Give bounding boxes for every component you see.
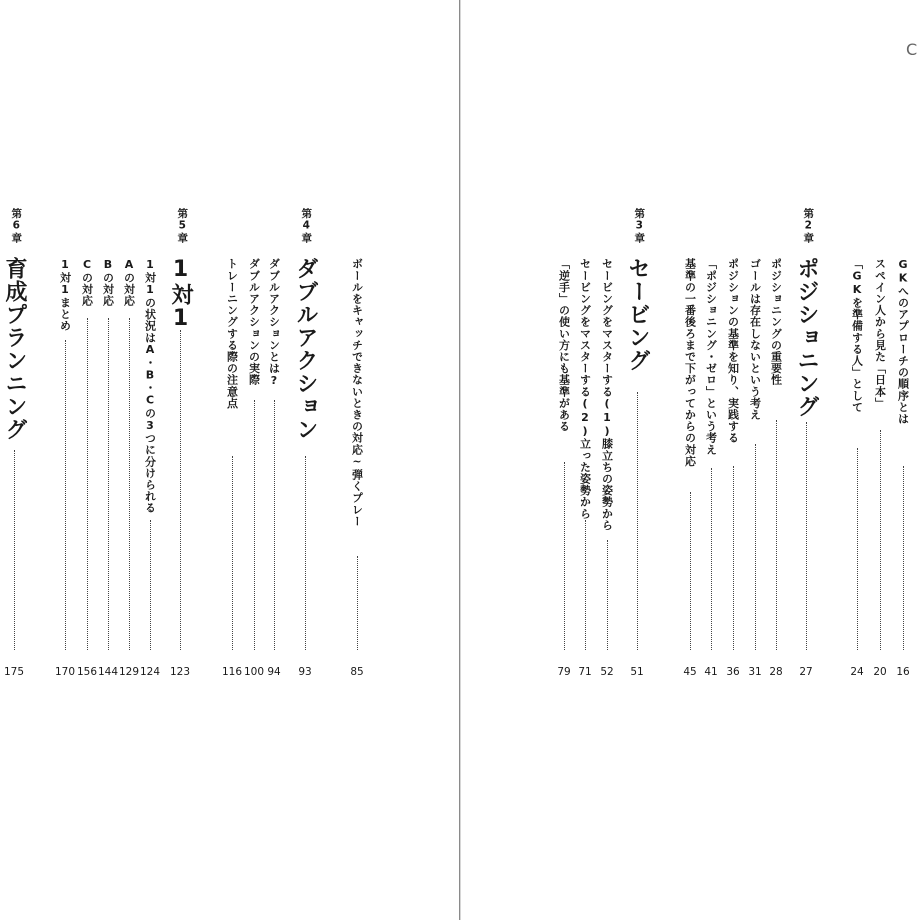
page-number: 85 <box>350 666 364 678</box>
leader-dots <box>755 444 756 650</box>
leader-dots <box>903 466 904 650</box>
page-number: 79 <box>557 666 571 678</box>
toc-left-page <box>0 0 459 920</box>
page-number: 94 <box>267 666 281 678</box>
chapter-6-title-text: 育成プランニング <box>2 257 27 441</box>
leader-dots <box>129 318 130 650</box>
page-number: 36 <box>726 666 740 678</box>
chapter-6-label: 第6章 <box>10 208 23 244</box>
chapter-5-title-text: 1対1 <box>168 257 193 332</box>
toc-item-text: Aの対応 <box>122 258 136 307</box>
page-number: 51 <box>630 666 644 678</box>
toc-item[interactable] <box>136 0 164 920</box>
chapter-3-title-text: セービング <box>625 257 650 372</box>
toc-item[interactable] <box>343 0 371 920</box>
page-number: 116 <box>221 666 243 678</box>
toc-item-text: ポジショニングの重要性 <box>769 258 783 386</box>
toc-item-text: GKへのアプローチの順序とは <box>896 258 910 425</box>
page-number: 93 <box>298 666 312 678</box>
leader-dots <box>585 520 586 650</box>
leader-dots <box>180 330 181 650</box>
leader-dots <box>150 520 151 650</box>
leader-dots <box>65 340 66 650</box>
page-number: 20 <box>873 666 887 678</box>
toc-chapter-4-title[interactable] <box>291 0 319 920</box>
toc-item[interactable] <box>260 0 288 920</box>
leader-dots <box>733 466 734 650</box>
chapter-2-label: 第2章 <box>802 208 815 244</box>
leader-dots <box>254 400 255 650</box>
leader-dots <box>357 556 358 650</box>
page-number: 16 <box>896 666 910 678</box>
toc-item-text: ゴールは存在しないという考え <box>748 258 762 421</box>
toc-item-text: スペイン人から見た「日本」 <box>873 258 887 409</box>
toc-item-text: Cの対応 <box>80 258 94 307</box>
page-number: 45 <box>683 666 697 678</box>
chapter-5-label: 第5章 <box>176 208 189 244</box>
chapter-4-title-text: ダブルアクション <box>293 257 318 441</box>
page-number: 28 <box>769 666 783 678</box>
page-number: 170 <box>54 666 76 678</box>
toc-item-text: 1対1まとめ <box>58 258 72 332</box>
page-number: 156 <box>76 666 98 678</box>
toc-item-text: セービングをマスターする(1)膝立ちの姿勢から <box>600 258 614 531</box>
toc-item[interactable] <box>593 0 621 920</box>
page-number: 24 <box>850 666 864 678</box>
page-number: 52 <box>600 666 614 678</box>
page-number: 144 <box>97 666 119 678</box>
toc-item[interactable] <box>889 0 917 920</box>
leader-dots <box>232 456 233 650</box>
leader-dots <box>806 422 807 650</box>
toc-item-text: 「逆手」の使い方にも基準がある <box>557 258 571 432</box>
leader-dots <box>274 400 275 650</box>
page-number: 124 <box>139 666 161 678</box>
chapter-3-label: 第3章 <box>633 208 646 244</box>
toc-item-text: ダブルアクションとは? <box>267 258 281 388</box>
toc-chapter-6-title[interactable] <box>0 0 28 920</box>
leader-dots <box>87 318 88 650</box>
leader-dots <box>607 540 608 650</box>
leader-dots <box>776 420 777 650</box>
chapter-2-title-text: ポジショニング <box>794 257 819 418</box>
page-number: 71 <box>578 666 592 678</box>
page-number: 175 <box>3 666 25 678</box>
leader-dots <box>637 392 638 650</box>
toc-chapter-2-title[interactable] <box>792 0 820 920</box>
toc-item[interactable] <box>762 0 790 920</box>
toc-item-text: トレーニングする際の注意点 <box>225 258 239 409</box>
toc-item-text: セービングをマスターする(2)立った姿勢から <box>578 258 592 520</box>
toc-item-text: 基準の一番後ろまで下がってからの対応 <box>683 258 697 467</box>
page-number: 100 <box>243 666 265 678</box>
chapter-4-label: 第4章 <box>300 208 313 244</box>
toc-item-text: ボールをキャッチできないときの対応~弾くプレー <box>350 258 364 527</box>
leader-dots <box>305 456 306 650</box>
toc-item-text: ダブルアクションの実際 <box>247 258 261 386</box>
toc-item-text: 「ポジショニング・ゼロ」という考え <box>704 258 718 456</box>
toc-chapter-5-title[interactable] <box>166 0 194 920</box>
page-number: 27 <box>799 666 813 678</box>
page-number: 123 <box>169 666 191 678</box>
toc-item-text: Bの対応 <box>101 258 115 307</box>
leader-dots <box>880 430 881 650</box>
toc-item-text: 「GKを準備する人」として <box>850 258 864 413</box>
toc-item-text: ポジションの基準を知り、実践する <box>726 258 740 444</box>
leader-dots <box>14 450 15 650</box>
page-edge-mark: C <box>906 40 918 59</box>
page-number: 31 <box>748 666 762 678</box>
leader-dots <box>857 448 858 650</box>
leader-dots <box>711 468 712 650</box>
toc-item-text: 1対1の状況はA・B・Cの3つに分けられる <box>143 258 157 514</box>
page-number: 41 <box>704 666 718 678</box>
toc-right-page <box>461 0 920 920</box>
leader-dots <box>108 318 109 650</box>
leader-dots <box>690 492 691 650</box>
leader-dots <box>564 462 565 650</box>
page-number: 129 <box>118 666 140 678</box>
toc-chapter-3-title[interactable] <box>623 0 651 920</box>
